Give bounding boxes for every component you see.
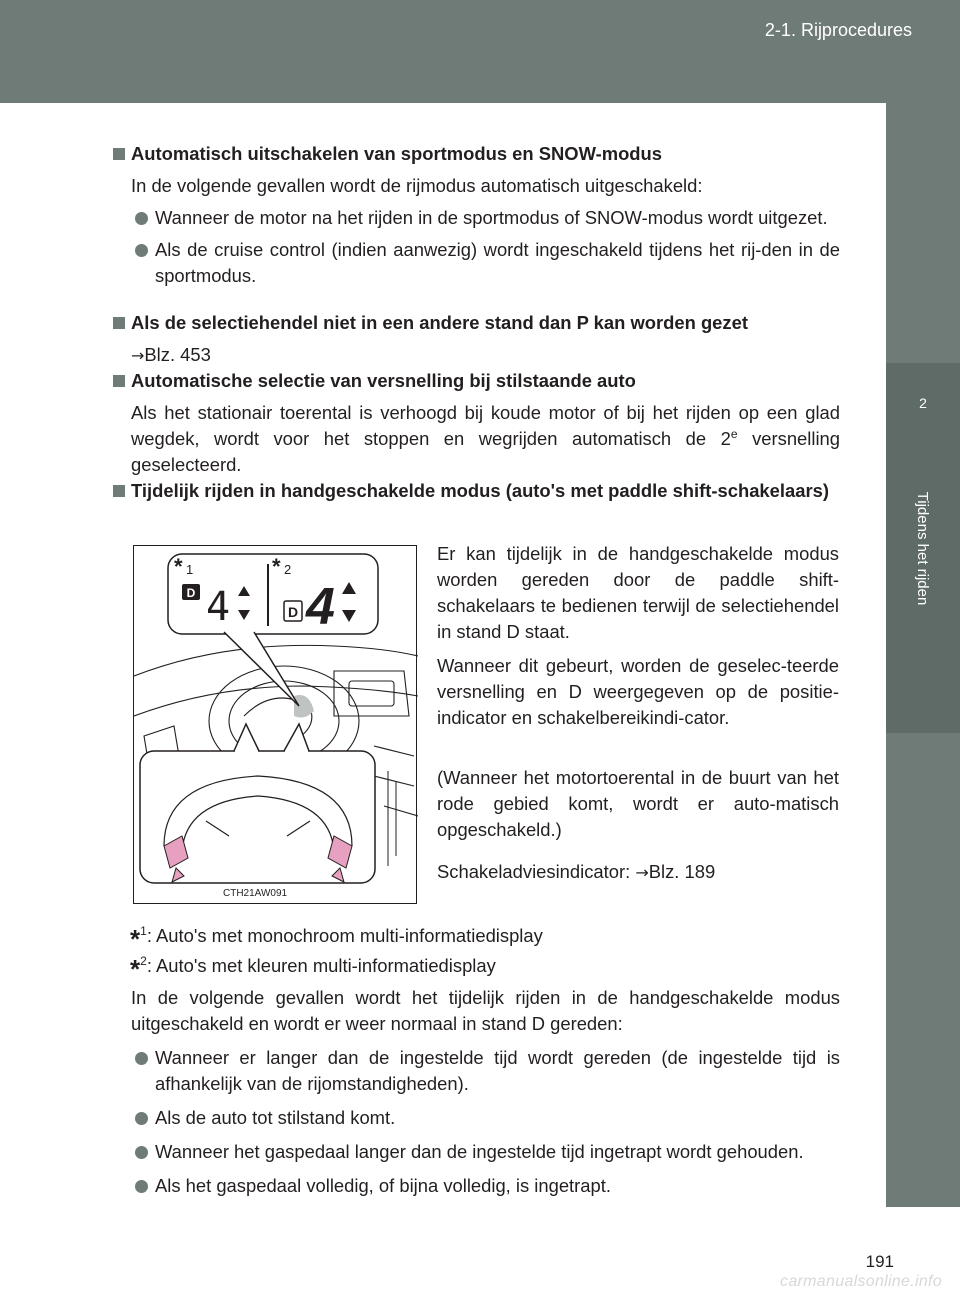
footnote-1: *$^1$: Auto's met monochroom multi-informatiedisplay [130, 923, 543, 954]
d-letter-mono: D [186, 586, 196, 600]
list-item: Wanneer er langer dan de ingestelde tijd wordt gereden (de ingestelde tijd is afhankelijk van de rijomstandigheden). [113, 1045, 840, 1097]
illustration-dashboard [134, 546, 418, 905]
d-letter-color: D [287, 604, 299, 620]
paragraph: In de volgende gevallen wordt de rijmodus automatisch uitgeschakeld: [131, 175, 703, 196]
gauge-highlight [294, 695, 314, 718]
section-gear-selection [113, 368, 840, 478]
page-reference: →Blz. 453 [131, 344, 211, 365]
page-reference: Schakeladviesindicator: →Blz. 189 [437, 861, 716, 882]
list-item: Als de cruise control (indien aanwezig) wordt ingeschakeld tijdens het rij-den in de sportmodus. [113, 237, 840, 289]
arrow-right-icon: → [635, 863, 649, 882]
section-selector-lever [113, 310, 840, 369]
header-bar [0, 0, 960, 103]
callout-pointer [224, 632, 299, 706]
figure-paddle-shift [133, 545, 417, 904]
gear-digit-mono: 4 [206, 584, 231, 630]
section-heading: Automatisch uitschakelen van sportmodus en SNOW-modus [113, 141, 840, 167]
circle-bullet-icon [135, 244, 148, 257]
section-heading: Automatische selectie van versnelling bij stilstaande auto [113, 368, 840, 394]
list-item: Als de auto tot stilstand komt. [113, 1105, 840, 1131]
figure-code: CTH21AW091 [223, 888, 288, 899]
section-title: 2-1. Rijprocedures [764, 20, 912, 40]
section-manual-mode [113, 478, 840, 504]
circle-bullet-icon [135, 1146, 148, 1159]
paragraph: Wanneer dit gebeurt, worden de geselec-teerde versnelling en D weergegeven op de positie-indicator en schakelbereikindi-cator. [437, 655, 839, 728]
section-manual-mode-disable [113, 985, 840, 1199]
square-bullet-icon [113, 148, 125, 160]
arrow-right-icon: → [131, 346, 145, 365]
paragraph: Als het stationair toerental is verhoogd bij koude motor of bij het rijden op een glad wegdek, wordt voor het stoppen en wegrijden automatisch de 2e versnelling geselecteerd. [131, 402, 840, 475]
circle-bullet-icon [135, 212, 148, 225]
page-number: 191 [865, 1252, 894, 1271]
square-bullet-icon [113, 485, 125, 497]
callout-star-2: * [272, 554, 281, 579]
square-bullet-icon [113, 375, 125, 387]
chapter-number: 2 [919, 395, 927, 411]
inset-pointer-right [284, 724, 309, 751]
callout-label-2: 2 [284, 562, 292, 577]
paragraph: In de volgende gevallen wordt het tijdelijk rijden in de handgeschakelde modus uitgeschakeld en wordt er weer normaal in stand D gereden: [131, 987, 840, 1034]
watermark-logo: carmanualsonline.info [780, 1273, 942, 1290]
inset-pointer-left [234, 724, 259, 751]
footnote-2: *$^2$: Auto's met kleuren multi-informatiedisplay [130, 953, 496, 984]
chapter-label: Tijdens het rijden [914, 491, 932, 606]
section-auto-disable [113, 141, 840, 289]
list-item: Als het gaspedaal volledig, of bijna volledig, is ingetrapt. [113, 1173, 840, 1199]
section-heading: Tijdelijk rijden in handgeschakelde modus (auto's met paddle shift-schakelaars) [113, 478, 840, 504]
circle-bullet-icon [135, 1180, 148, 1193]
section-heading: Als de selectiehendel niet in een andere stand dan P kan worden gezet [113, 310, 840, 336]
callout-star-1: * [174, 554, 183, 579]
circle-bullet-icon [135, 1112, 148, 1125]
callout-label-1: 1 [186, 562, 194, 577]
list-item: Wanneer de motor na het rijden in de sportmodus of SNOW-modus wordt uitgezet. [113, 205, 840, 231]
circle-bullet-icon [135, 1052, 148, 1065]
square-bullet-icon [113, 317, 125, 329]
gear-digit-color: 4 [306, 578, 335, 636]
list-item: Wanneer het gaspedaal langer dan de ingestelde tijd ingetrapt wordt gehouden. [113, 1139, 840, 1165]
paragraph: (Wanneer het motortoerental in de buurt van het rode gebied komt, wordt er auto-matisch opgeschakeld.) [437, 767, 839, 840]
paragraph: Er kan tijdelijk in de handgeschakelde modus worden gereden door de paddle shift-schakelaars te bedienen terwijl de selectiehendel in stand D staat. [437, 543, 839, 642]
